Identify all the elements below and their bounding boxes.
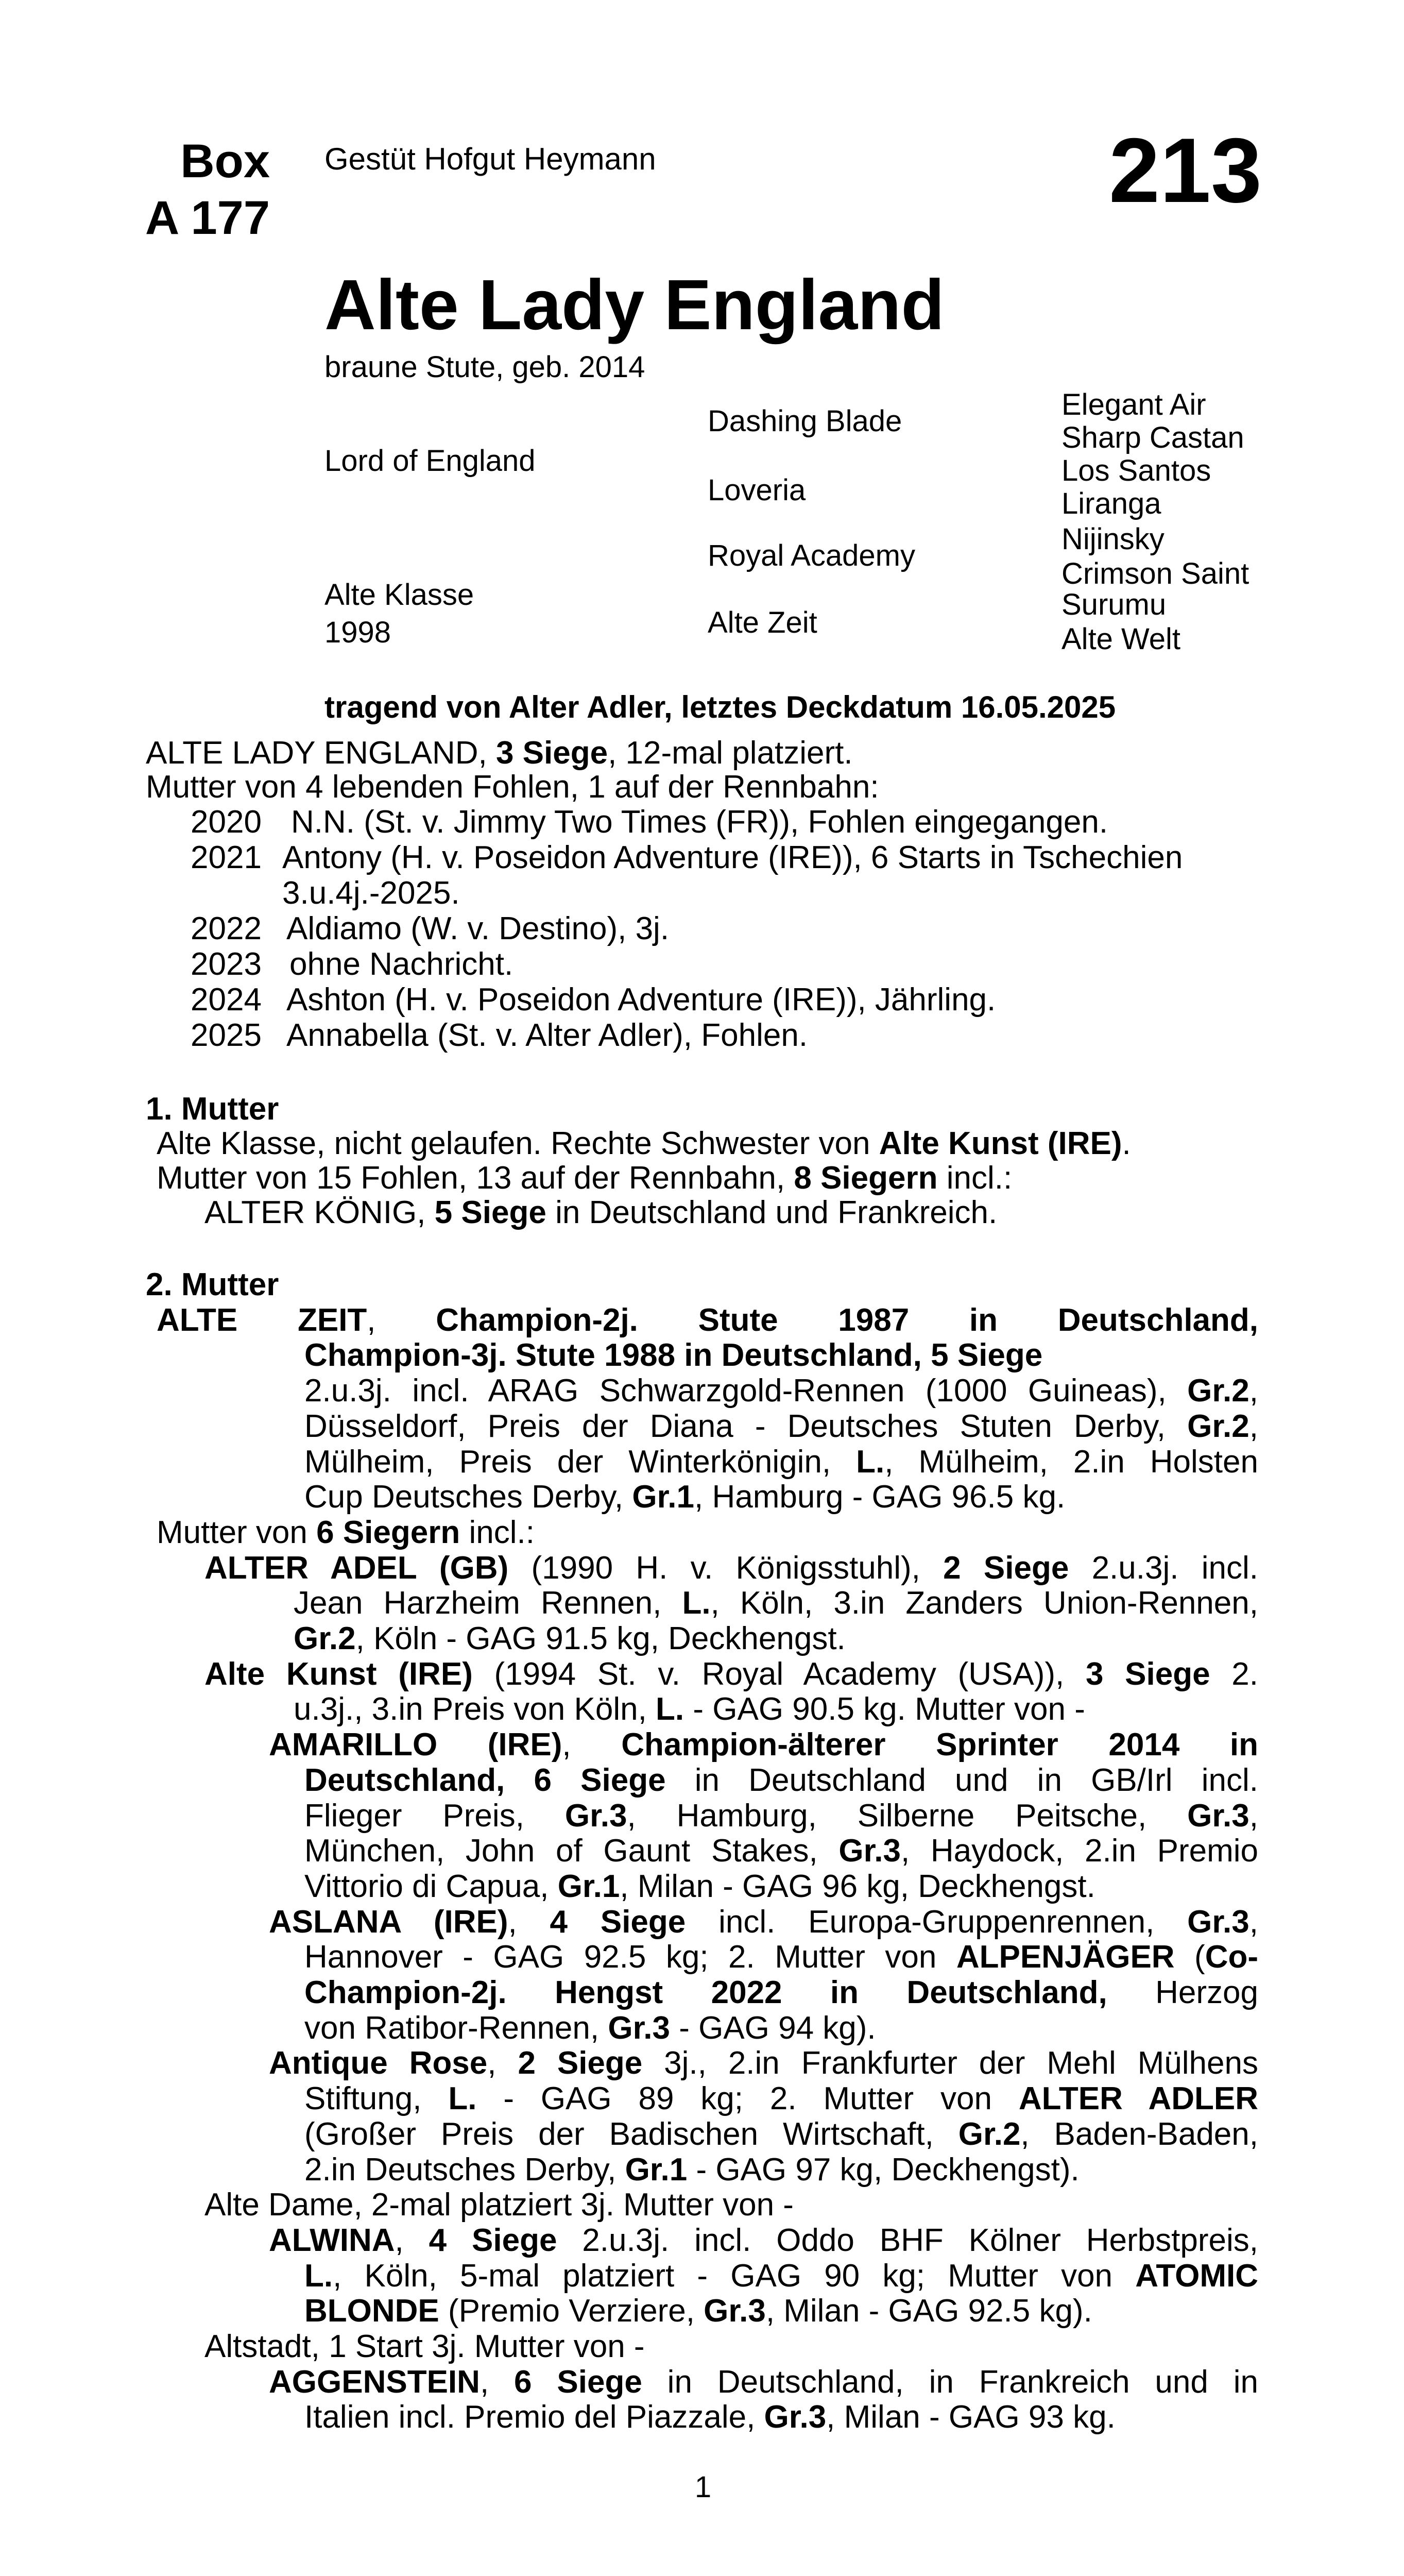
first-dam-line [157, 1126, 1131, 1161]
pedigree-gen3: Alte Welt [1061, 622, 1181, 656]
bold-text-run: Alte Kunst (IRE) [879, 1126, 1122, 1161]
second-dam-line [304, 2011, 876, 2046]
text-run: , [1249, 1374, 1258, 1409]
text-run: Altstadt, 1 Start 3j. Mutter von - [204, 2329, 645, 2364]
bold-text-run: Gr.2 [294, 1621, 356, 1656]
bold-text-run: Gr.3 [764, 2399, 827, 2435]
text-run: , [367, 1303, 436, 1338]
bold-text-run: 4 Siege [429, 2223, 557, 2258]
text-run: , [1249, 1409, 1258, 1444]
text-run: , [508, 1905, 550, 1940]
second-dam-line [269, 2365, 1258, 2400]
bold-text-run: Deutschland, 6 Siege [304, 1763, 666, 1798]
text-run: 2.in Deutsches Derby, [304, 2152, 625, 2188]
text-run: , Baden-Baden, [1020, 2117, 1258, 2152]
second-dam-line [204, 1551, 1258, 1586]
second-dam-line [157, 1515, 535, 1550]
text-run: Mutter von 15 Fohlen, 13 auf der Rennbahn, [157, 1160, 794, 1196]
page-number: 1 [694, 2470, 712, 2504]
foal-row [0, 911, 1404, 946]
owner-name: Gestüt Hofgut Heymann [324, 142, 656, 176]
bold-text-run: Gr.3 [608, 2010, 670, 2046]
second-dam-line [269, 2223, 1258, 2258]
bold-text-run: 3 Siege [495, 735, 608, 771]
section-heading: 2. Mutter [146, 1267, 279, 1302]
foal-year: 2024 [191, 982, 262, 1018]
bold-text-run: Gr.2 [1187, 1409, 1249, 1444]
text-run: in Deutschland und Frankreich. [546, 1195, 998, 1230]
text-run: (Großer Preis der Badischen Wirtschaft, [304, 2117, 958, 2152]
second-dam-line [269, 1727, 1258, 1762]
pedigree-gen3: Los Santos [1061, 454, 1211, 487]
text-run: , Köln, 3.in Zanders Union-Rennen, [710, 1586, 1258, 1621]
text-run: , Mülheim, 2.in Holsten [884, 1445, 1258, 1480]
second-dam-line [304, 2294, 1092, 2329]
bold-text-run: ALPENJÄGER [956, 1940, 1175, 1975]
bold-text-run: Champion-2j. Hengst 2022 in Deutschland, [304, 1975, 1107, 2010]
second-dam-line [304, 2153, 1080, 2188]
bold-text-run: Gr.3 [564, 1799, 627, 1834]
pedigree-gen3: Surumu [1061, 588, 1167, 621]
text-run: Jean Harzheim Rennen, [294, 1586, 682, 1621]
text-run: , [1249, 1799, 1258, 1834]
text-run: - GAG 90.5 kg. Mutter von - [684, 1691, 1085, 1727]
bold-text-run: Gr.1 [632, 1479, 694, 1515]
text-run: . [1122, 1126, 1131, 1161]
text-run: (Premio Verziere, [439, 2293, 704, 2329]
bold-text-run: 3 Siege [1085, 1657, 1210, 1692]
second-dam-line [304, 1338, 1042, 1373]
text-run: Vittorio di Capua, [304, 1869, 558, 1904]
box-label: Box [180, 135, 270, 188]
pedigree-gen3: Elegant Air [1061, 388, 1206, 421]
bold-text-run: 6 Siege [514, 2365, 642, 2400]
pedigree-gen3: Crimson Saint [1061, 557, 1249, 590]
text-run: , [487, 2046, 518, 2081]
text-run: Stiftung, [304, 2081, 449, 2116]
text-run: incl.: [460, 1515, 535, 1550]
text-run: (1994 St. v. Royal Academy (USA)), [472, 1657, 1086, 1692]
pedigree-gen3: Liranga [1061, 487, 1161, 520]
text-run: in Deutschland und in GB/Irl incl. [665, 1763, 1258, 1798]
second-dam-line [294, 1621, 846, 1656]
lot-number: 213 [1109, 119, 1262, 222]
bold-text-run: 8 Siegern [794, 1160, 938, 1196]
text-run: , [395, 2223, 429, 2258]
second-dam-line [304, 1940, 1258, 1975]
text-run: 2.u.3j. incl. ARAG Schwarzgold-Rennen (1000 Guineas), [304, 1374, 1188, 1409]
pedigree-dam: Alte Klasse [324, 578, 474, 612]
bold-text-run: 6 Siegern [316, 1515, 460, 1550]
second-dam-line [304, 1374, 1258, 1409]
second-dam-line [294, 1692, 1085, 1727]
bold-text-run: Co- [1205, 1940, 1258, 1975]
text-run: 3j., 2.in Frankfurter der Mehl Mülhens [642, 2046, 1258, 2081]
second-dam-line [304, 1975, 1258, 2010]
second-dam-line [304, 1409, 1258, 1444]
bold-text-run: Gr.1 [625, 2152, 688, 2188]
text-run: Alte Dame, 2-mal platziert 3j. Mutter von - [204, 2187, 794, 2223]
text-run: in Deutschland, in Frankreich und in [642, 2365, 1258, 2400]
text-run: Herzog [1107, 1975, 1258, 2010]
bold-text-run: ALTER ADEL (GB) [204, 1551, 509, 1586]
text-run: , [562, 1727, 622, 1762]
text-run: , Hamburg - GAG 96.5 kg. [694, 1479, 1066, 1515]
bold-text-run: ALWINA [269, 2223, 395, 2258]
horse-description: braune Stute, geb. 2014 [324, 350, 645, 384]
pedigree-dam-year: 1998 [324, 616, 391, 649]
second-dam-line [304, 1799, 1258, 1834]
text-run: , Köln, 5-mal platziert - GAG 90 kg; Mutter von [333, 2259, 1136, 2294]
first-dam-line [204, 1195, 997, 1230]
second-dam-line [204, 1657, 1258, 1692]
second-dam-line [204, 2329, 645, 2364]
text-run: , Milan - GAG 92.5 kg). [765, 2293, 1092, 2329]
bold-text-run: Gr.3 [1187, 1799, 1249, 1834]
foal-year: 2023 [191, 946, 262, 982]
bold-text-run: L. [856, 1445, 885, 1480]
text-run: Flieger Preis, [304, 1799, 565, 1834]
pedigree-sire-dam: Loveria [708, 473, 806, 507]
summary-line [146, 770, 879, 805]
text-run: incl.: [937, 1160, 1013, 1196]
text-run: ALTER KÖNIG, [204, 1195, 435, 1230]
foal-text: Annabella (St. v. Alter Adler), Fohlen. [286, 1018, 808, 1053]
second-dam-line [157, 1303, 1258, 1338]
bold-text-run: Champion-älterer Sprinter 2014 in [621, 1727, 1258, 1762]
foal-text: N.N. (St. v. Jimmy Two Times (FR)), Fohlen eingegangen. [291, 804, 1108, 840]
foal-row [0, 1018, 1404, 1053]
text-run: - GAG 97 kg, Deckhengst). [687, 2152, 1080, 2188]
text-run: Mutter von 4 lebenden Fohlen, 1 auf der Rennbahn: [146, 769, 879, 805]
bold-text-run: Gr.1 [557, 1869, 620, 1904]
bold-text-run: L. [448, 2081, 477, 2116]
second-dam-line [304, 1445, 1258, 1480]
second-dam-line [304, 2400, 1116, 2435]
second-dam-line [294, 1586, 1258, 1621]
text-run: Alte Klasse, nicht gelaufen. Rechte Schwester von [157, 1126, 879, 1161]
text-run: Hannover - GAG 92.5 kg; 2. Mutter von [304, 1940, 956, 1975]
first-dam-line [157, 1161, 1012, 1196]
pedigree-sire-sire: Dashing Blade [708, 404, 902, 438]
foal-text: ohne Nachricht. [289, 946, 513, 982]
foal-text: Aldiamo (W. v. Destino), 3j. [286, 911, 670, 946]
text-run: , Köln - GAG 91.5 kg, Deckhengst. [355, 1621, 846, 1656]
bold-text-run: AGGENSTEIN [269, 2365, 480, 2400]
second-dam-line [304, 1480, 1065, 1515]
foal-text: Ashton (H. v. Poseidon Adventure (IRE)), Jährling. [286, 982, 996, 1018]
second-dam-line [304, 2117, 1258, 2152]
summary-line [146, 736, 853, 771]
foal-year: 2025 [191, 1018, 262, 1053]
text-run: - GAG 94 kg). [670, 2010, 876, 2046]
pedigree-gen3: Sharp Castan [1061, 421, 1244, 454]
bold-text-run: L. [304, 2259, 333, 2294]
text-run: ( [1174, 1940, 1205, 1975]
bold-text-run: Alte Kunst (IRE) [204, 1657, 473, 1692]
second-dam-line [304, 1763, 1258, 1798]
text-run: Düsseldorf, Preis der Diana - Deutsches Stuten Derby, [304, 1409, 1188, 1444]
bold-text-run: Gr.2 [958, 2117, 1021, 2152]
covered-note: tragend von Alter Adler, letztes Deckdatum 16.05.2025 [324, 690, 1116, 724]
section-heading: 1. Mutter [146, 1091, 279, 1127]
bold-text-run: ATOMIC [1135, 2259, 1258, 2294]
bold-text-run: Gr.3 [704, 2293, 766, 2329]
foal-row [0, 805, 1404, 840]
text-run: , [480, 2365, 515, 2400]
bold-text-run: Antique Rose [269, 2046, 488, 2081]
bold-text-run: 5 Siege [434, 1195, 546, 1230]
text-run: 2. [1210, 1657, 1258, 1692]
text-run: von Ratibor-Rennen, [304, 2010, 608, 2046]
text-run: Mülheim, Preis der Winterkönigin, [304, 1445, 857, 1480]
text-run: 2.u.3j. incl. Oddo BHF Kölner Herbstpreis, [557, 2223, 1258, 2258]
bold-text-run: Champion-3j. Stute 1988 in Deutschland, 5 Siege [304, 1337, 1043, 1373]
text-run: , [1249, 1905, 1258, 1940]
bold-text-run: 4 Siege [550, 1905, 686, 1940]
text-run: u.3j., 3.in Preis von Köln, [294, 1691, 656, 1727]
bold-text-run: Gr.3 [1187, 1905, 1249, 1940]
text-run: - GAG 89 kg; 2. Mutter von [476, 2081, 1019, 2116]
second-dam-line [304, 1869, 1095, 1904]
foal-text-continuation: 3.u.4j.-2025. [282, 875, 460, 911]
text-run: ALTE LADY ENGLAND, [146, 735, 496, 771]
second-dam-line [304, 2081, 1258, 2116]
bold-text-run: 2 Siege [518, 2046, 643, 2081]
second-dam-line [269, 1905, 1258, 1940]
text-run: , Hamburg, Silberne Peitsche, [627, 1799, 1188, 1834]
bold-text-run: ALTER ADLER [1018, 2081, 1258, 2116]
pedigree-gen3: Nijinsky [1061, 522, 1165, 556]
foal-row [0, 982, 1404, 1018]
second-dam-line [204, 2188, 794, 2223]
second-dam-line [304, 1834, 1258, 1869]
second-dam-line [269, 2046, 1258, 2081]
bold-text-run: Gr.2 [1187, 1374, 1249, 1409]
bold-text-run: L. [682, 1586, 711, 1621]
bold-text-run: 2 Siege [943, 1551, 1069, 1586]
foal-row [0, 947, 1404, 982]
text-run: , Haydock, 2.in Premio [901, 1834, 1258, 1869]
text-run: , Milan - GAG 93 kg. [826, 2399, 1116, 2435]
text-run: Mutter von [157, 1515, 317, 1550]
foal-row [0, 840, 1404, 875]
box-number: A 177 [145, 192, 270, 244]
text-run: Cup Deutsches Derby, [304, 1479, 632, 1515]
bold-text-run: Champion-2j. Stute 1987 in Deutschland, [436, 1303, 1258, 1338]
bold-text-run: ASLANA (IRE) [269, 1905, 508, 1940]
text-run: incl. Europa-Gruppenrennen, [686, 1905, 1188, 1940]
foal-year: 2020 [191, 804, 262, 840]
text-run: , Milan - GAG 96 kg, Deckhengst. [620, 1869, 1095, 1904]
bold-text-run: BLONDE [304, 2293, 439, 2329]
text-run: , 12-mal platziert. [608, 735, 853, 771]
foal-text: Antony (H. v. Poseidon Adventure (IRE)), 6 Starts in Tschechien [282, 840, 1183, 875]
bold-text-run: AMARILLO (IRE) [269, 1727, 562, 1762]
bold-text-run: ALTE ZEIT [157, 1303, 367, 1338]
bold-text-run: L. [656, 1691, 684, 1727]
text-run: 2.u.3j. incl. [1069, 1551, 1258, 1586]
pedigree-sire: Lord of England [324, 444, 536, 478]
pedigree-dam-dam: Alte Zeit [708, 606, 817, 639]
horse-name: Alte Lady England [324, 265, 945, 345]
foal-year: 2021 [191, 840, 262, 875]
bold-text-run: Gr.3 [838, 1834, 901, 1869]
second-dam-line [304, 2259, 1258, 2294]
text-run: Italien incl. Premio del Piazzale, [304, 2399, 764, 2435]
text-run: (1990 H. v. Königsstuhl), [508, 1551, 944, 1586]
foal-year: 2022 [191, 911, 262, 946]
text-run: München, John of Gaunt Stakes, [304, 1834, 839, 1869]
pedigree-dam-sire: Royal Academy [708, 539, 915, 572]
